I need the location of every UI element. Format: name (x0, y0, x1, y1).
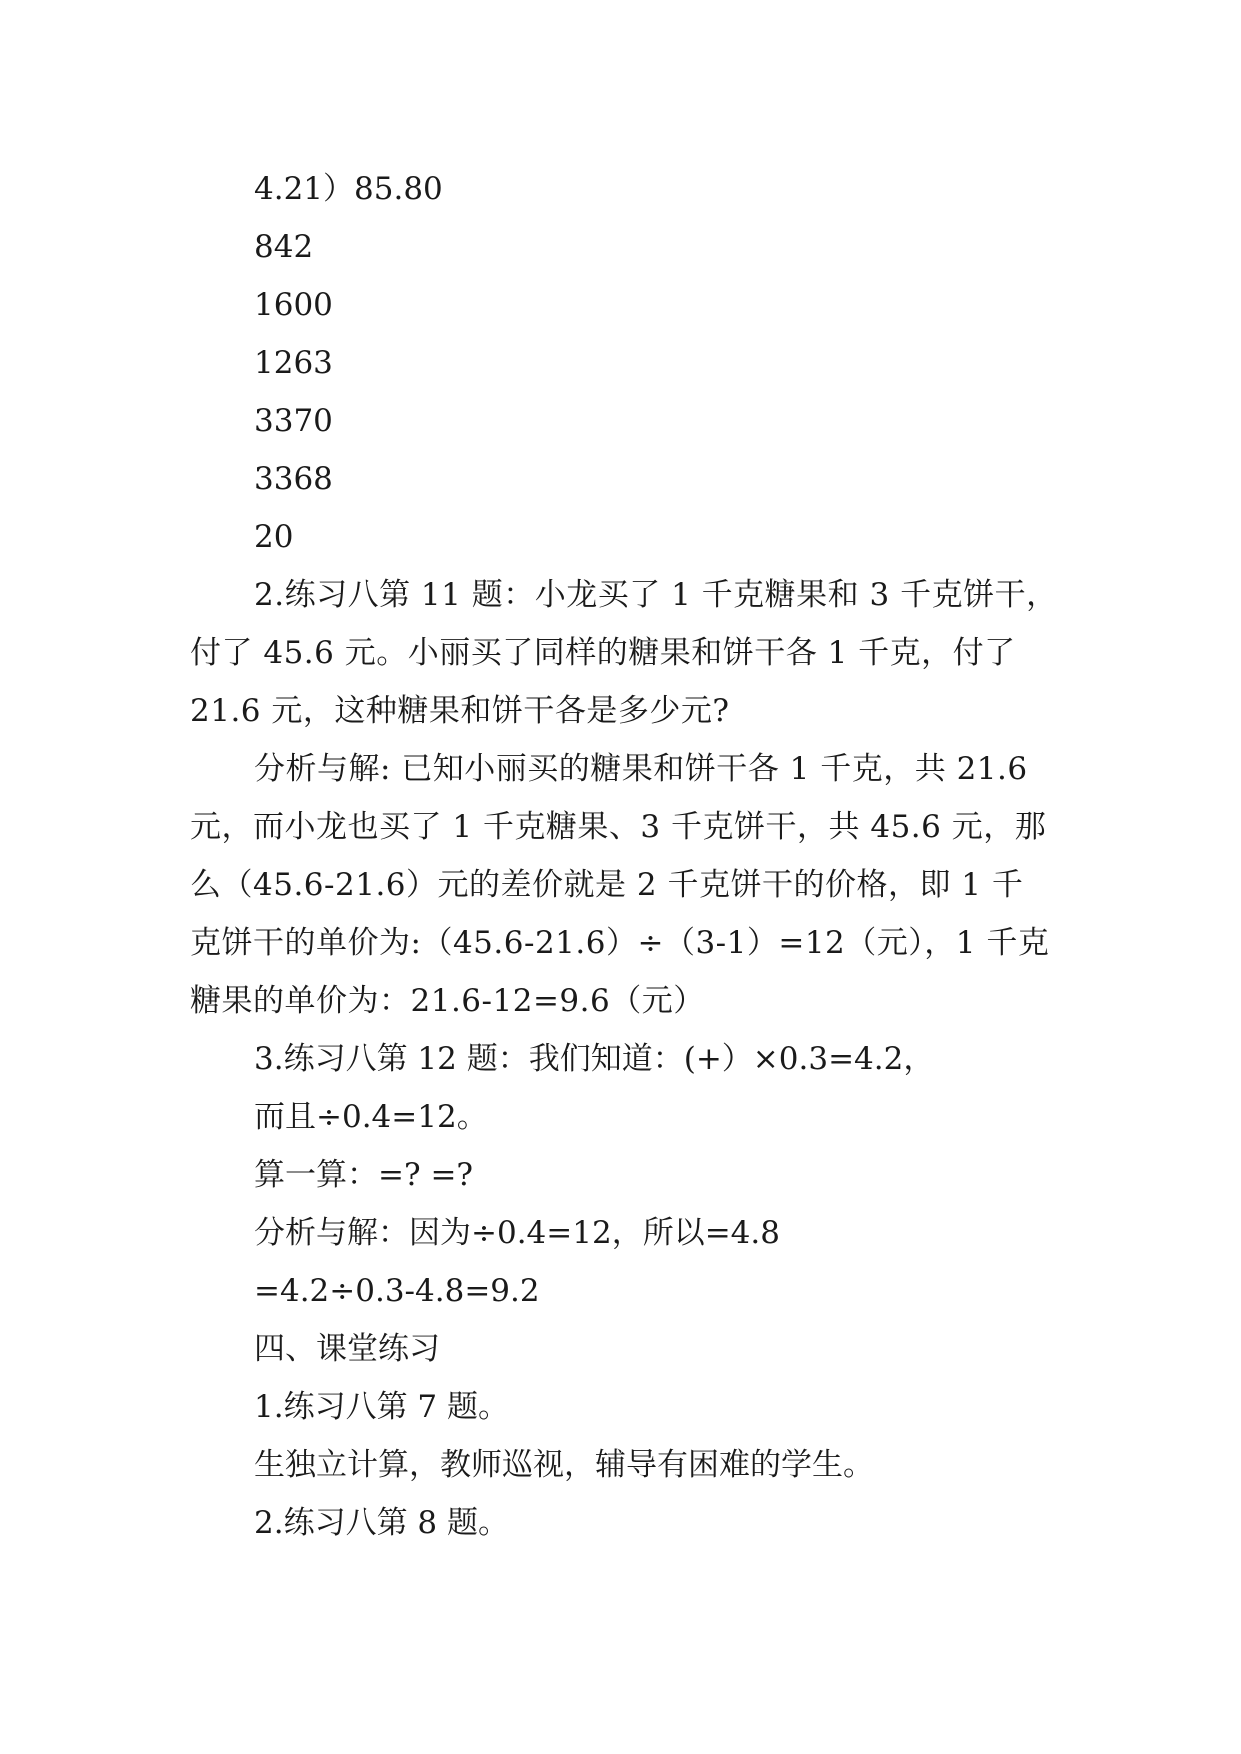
problem-3-line: =4.2÷0.3-4.8=9.2 (254, 1273, 540, 1309)
analysis-2-paragraph (190, 740, 1070, 1030)
problem-3-line: 3.练习八第 12 题：我们知道：(+）×0.3=4.2， (254, 1041, 935, 1077)
division-line: 4.21）85.80 (254, 171, 443, 207)
division-line: 1600 (254, 287, 333, 323)
problem-2-line: 付了 45.6 元。小丽买了同样的糖果和饼干各 1 千克，付了 (190, 635, 1016, 671)
analysis-2-line: 么（45.6-21.6）元的差价就是 2 千克饼干的价格，即 1 千 (190, 867, 1024, 903)
section-4-line: 生独立计算，教师巡视，辅导有困难的学生。 (254, 1447, 874, 1483)
division-line: 1263 (254, 345, 333, 381)
problem-3-line: 分析与解：因为÷0.4=12，所以=4.8 (254, 1215, 780, 1251)
long-division-block (190, 160, 1070, 566)
division-line: 3368 (254, 461, 333, 497)
problem-2-line: 21.6 元，这种糖果和饼干各是多少元? (190, 693, 730, 729)
problem-3-line: 算一算：=? =? (254, 1157, 474, 1193)
problem-3-line: 而且÷0.4=12。 (254, 1099, 488, 1135)
problem-3-block (190, 1030, 1070, 1320)
document-content (190, 160, 1070, 1552)
section-4-heading: 四、课堂练习 (254, 1331, 440, 1367)
problem-2-paragraph (190, 566, 1070, 740)
division-line: 3370 (254, 403, 333, 439)
problem-2-line: 2.练习八第 11 题：小龙买了 1 千克糖果和 3 千克饼干， (254, 577, 1058, 613)
division-line: 842 (254, 229, 314, 265)
analysis-2-line: 分析与解: 已知小丽买的糖果和饼干各 1 千克，共 21.6 (254, 751, 1028, 787)
analysis-2-line: 克饼干的单价为:（45.6-21.6）÷（3-1）=12（元），1 千克 (190, 925, 1050, 961)
section-4-line: 2.练习八第 8 题。 (254, 1505, 510, 1541)
section-4-block (190, 1320, 1070, 1552)
division-line: 20 (254, 519, 294, 555)
analysis-2-line: 糖果的单价为：21.6-12=9.6（元） (190, 983, 705, 1019)
section-4-line: 1.练习八第 7 题。 (254, 1389, 510, 1425)
analysis-2-line: 元，而小龙也买了 1 千克糖果、3 千克饼干，共 45.6 元，那 (190, 809, 1047, 845)
